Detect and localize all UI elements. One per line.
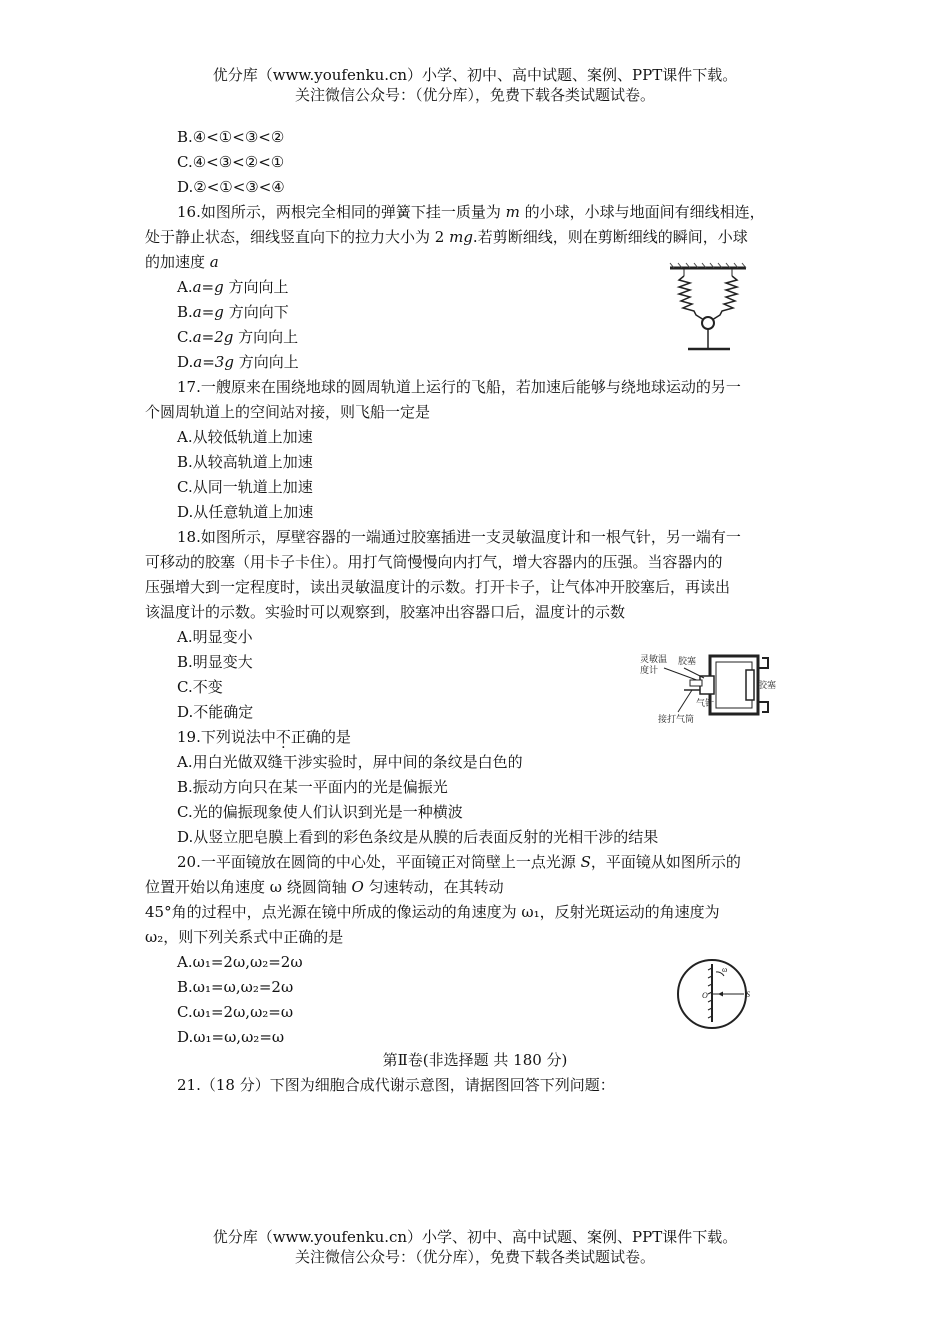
footer-line-2: 关注微信公众号：（优分库），免费下载各类试题试卷。 [294,1248,655,1266]
header-line-2: 关注微信公众号：（优分库），免费下载各类试题试卷。 [294,86,655,104]
q20-stem-line-4: ω₂，则下列关系式中正确的是 [145,928,344,946]
q16-option-b: B.a=g 方向向下 [177,303,289,321]
q16-option-a: A.a=g 方向向上 [177,278,289,296]
q20-option-b: B.ω₁=ω,ω₂=2ω [177,978,294,996]
section-2-title: 第Ⅱ卷(非选择题 共 180 分) [382,1051,568,1069]
q18-stem-line-4: 该温度计的示数。实验时可以观察到，胶塞冲出容器口后，温度计的示数 [145,603,626,621]
label-omega: ω [722,965,728,974]
q19-option-c: C.光的偏振现象使人们认识到光是一种横波 [177,803,463,821]
footer-line-1: 优分库（www.youfenku.cn）小学、初中、高中试题、案例、PPT课件下载。 [212,1228,738,1246]
q20-option-d: D.ω₁=ω,ω₂=ω [177,1028,285,1046]
q19-stem: 19.下列说法中不正确的是 [177,728,351,746]
q18-option-a: A.明显变小 [177,628,253,646]
label-s: S [746,990,750,999]
q17-option-a: A.从较低轨道上加速 [177,428,313,446]
q18-option-c: C.不变 [177,678,223,696]
label-stopper-left: 胶塞 [678,656,697,666]
q17-option-d: D.从任意轨道上加速 [177,503,314,521]
label-stopper-right: 胶塞 [758,680,777,690]
q18-stem-line-1: 18.如图所示，厚壁容器的一端通过胶塞插进一支灵敏温度计和一根气针，另一端有一 [177,528,741,546]
header-line-1: 优分库（www.youfenku.cn）小学、初中、高中试题、案例、PPT课件下载。 [212,66,738,84]
q20-stem-line-1: 20.一平面镜放在圆筒的中心处，平面镜正对筒壁上一点光源 S，平面镜从如图所示的 [177,853,741,871]
q21-stem: 21.（18 分）下图为细胞合成代谢示意图，请据图回答下列问题： [177,1076,615,1094]
q19-option-b: B.振动方向只在某一平面内的光是偏振光 [177,778,448,796]
q15-option-b: B.④<①<③<② [177,128,285,146]
q16-stem-line-3: 的加速度 a [145,253,219,271]
q20-stem-line-3: 45°角的过程中，点光源在镜中所成的像运动的角速度为 ω₁，反射光斑运动的角速度为 [145,903,720,921]
label-pump: 接打气筒 [658,714,695,724]
container-figure [634,646,790,730]
q18-option-d: D.不能确定 [177,703,254,721]
label-needle: 气针 [696,698,715,708]
q19-option-a: A.用白光做双缝干涉实验时，屏中间的条纹是白色的 [177,753,523,771]
q16-option-d: D.a=3g 方向向上 [177,353,299,371]
q17-option-b: B.从较高轨道上加速 [177,453,313,471]
q17-option-c: C.从同一轨道上加速 [177,478,313,496]
q17-stem-line-1: 17.一艘原来在围绕地球的圆周轨道上运行的飞船，若加速后能够与绕地球运动的另一 [177,378,741,396]
q20-stem-line-2: 位置开始以角速度 ω 绕圆筒轴 O 匀速转动，在其转动 [145,878,504,896]
label-thermometer-1: 灵敏温 [640,654,668,664]
emphasis-not: 不 [275,728,291,746]
q20-option-a: A.ω₁=2ω,ω₂=2ω [177,953,303,971]
q20-option-c: C.ω₁=2ω,ω₂=ω [177,1003,294,1021]
q17-stem-line-2: 个圆周轨道上的空间站对接，则飞船一定是 [145,403,431,421]
q16-stem-line-1: 16.如图所示，两根完全相同的弹簧下挂一质量为 m 的小球，小球与地面间有细线相连， [177,203,765,221]
q15-option-d: D.②<①<③<④ [177,178,285,196]
page-header [0,65,950,105]
label-o: O [702,991,708,1000]
q18-option-b: B.明显变大 [177,653,253,671]
q19-option-d: D.从竖立肥皂膜上看到的彩色条纹是从膜的后表面反射的光相干涉的结果 [177,828,659,846]
q15-option-c: C.④<③<②<① [177,153,285,171]
q16-option-c: C.a=2g 方向向上 [177,328,299,346]
q16-stem-line-2: 处于静止状态，细线竖直向下的拉力大小为 2 mg.若剪断细线，则在剪断细线的瞬间，小球 [145,228,748,246]
label-thermometer-2: 度计 [640,665,659,675]
spring-ball-figure [648,262,766,358]
page-footer [0,1227,950,1267]
q18-stem-line-2: 可移动的胶塞（用卡子卡住）。用打气筒慢慢向内打气，增大容器内的压强。当容器内的 [145,553,723,571]
cylinder-mirror-figure [672,956,754,1032]
q18-stem-line-3: 压强增大到一定程度时，读出灵敏温度计的示数。打开卡子，让气体冲开胶塞后，再读出 [145,578,731,596]
